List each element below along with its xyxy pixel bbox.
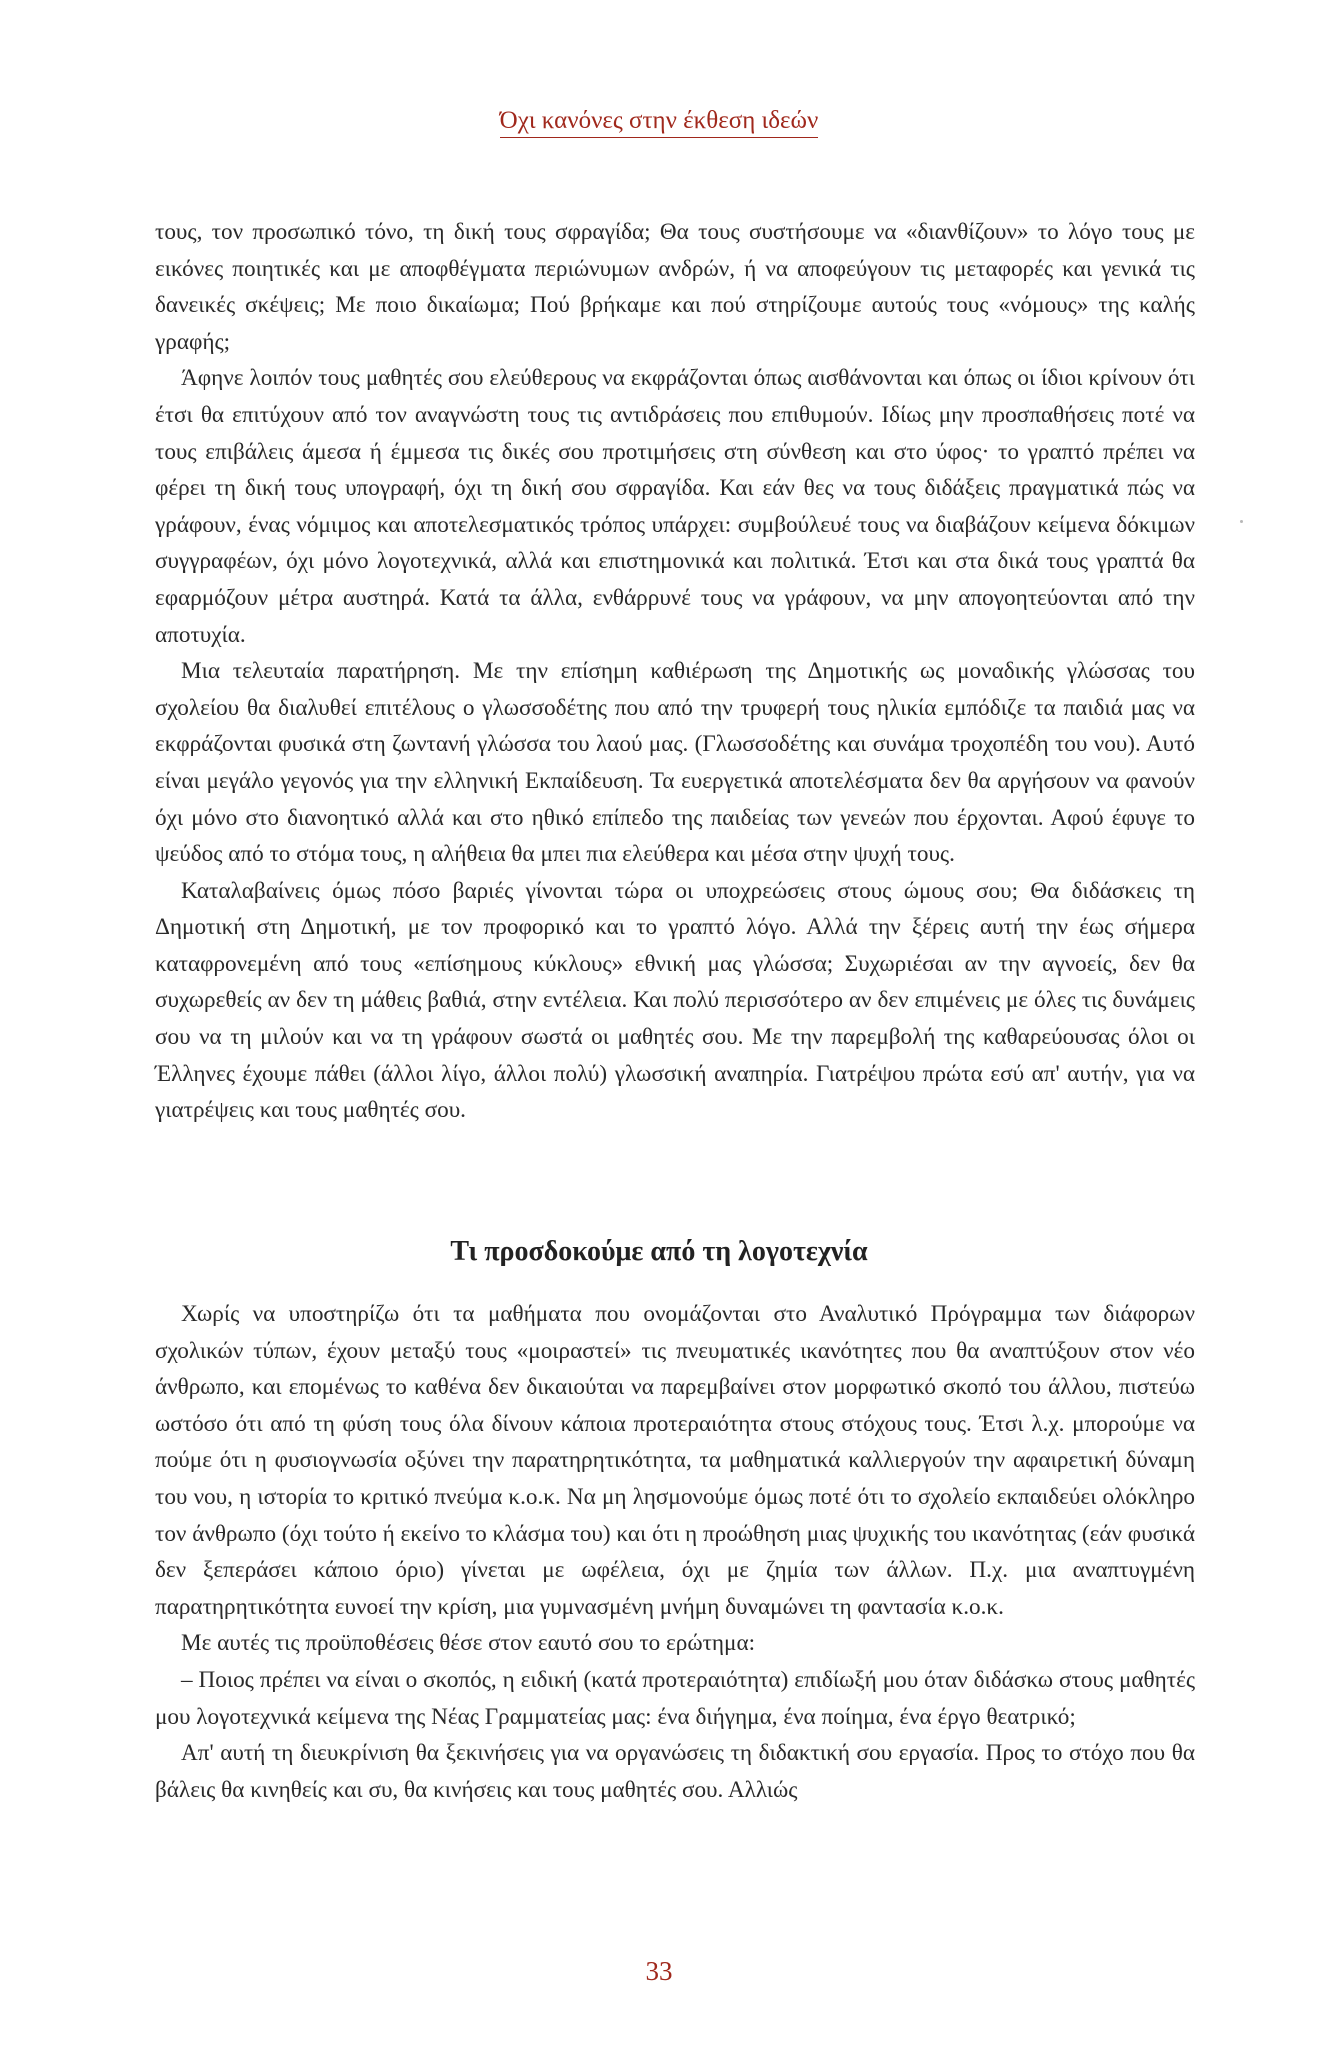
running-head-text: Όχι κανόνες στην έκθεση ιδεών: [500, 107, 819, 138]
paragraph: Καταλαβαίνεις όμως πόσο βαριές γίνονται τώρα οι υποχρεώσεις στους ώμους σου; Θα διδάσκεις τη Δημοτική στη Δημοτική, με τον προφορικό και το γραπτό λόγο. Αλλά την ξέρεις αυτή την έως σήμερα καταφρονεμένη από τους «επίσημους κύκλους» εθνική μας γλώσσα; Συχωριέσαι αν την αγνοείς, δεν θα συχωρεθείς αν δεν τη μάθεις βαθιά, στην εντέλεια. Και πολύ περισσότερο αν δεν επιμένεις με όλες τις δυνάμεις σου να τη μιλούν και να τη γράφουν σωστά οι μαθητές σου. Με την παρεμβολή της καθαρεύουσας όλοι οι Έλληνες έχουμε πάθει (άλλοι λίγο, άλλοι πολύ) γλωσσική αναπηρία. Γιατρέψου πρώτα εσύ απ' αυτήν, για να γιατρέψεις και τους μαθητές σου.: [155, 877, 1195, 1124]
section-heading: Τι προσδοκούμε από τη λογοτεχνία: [450, 1236, 868, 1267]
paragraph: τους, τον προσωπικό τόνο, τη δική τους σφραγίδα; Θα τους συστήσουμε να «διανθίζουν» το λόγο τους με εικόνες ποιητικές και με αποφθέγματα περιώνυμων ανδρών, ή να αποφεύγουν τις μεταφορές και γενικά τις δανεικές σκέψεις; Με ποιο δικαίωμα; Πού βρήκαμε και πού στηρίζουμε αυτούς τους «νόμους» της καλής γραφής;: [155, 219, 1195, 355]
body-text-section-1: [155, 214, 1195, 1129]
paragraph: Άφηνε λοιπόν τους μαθητές σου ελεύθερους να εκφράζονται όπως αισθάνονται και όπως οι ίδιοι κρίνουν ότι έτσι θα επιτύχουν από τον αναγνώστη τους τις αντιδράσεις που επιθυμούν. Ιδίως μην προσπαθήσεις ποτέ να τους επιβάλεις άμεσα ή έμμεσα τις δικές σου προτιμήσεις στη σύνθεση και στο ύφος· το γραπτό πρέπει να φέρει τη δική τους υπογραφή, όχι τη δική σου σφραγίδα. Και εάν θες να τους διδάξεις πραγματικά πώς να γράφουν, ένας νόμιμος και αποτελεσματικός τρόπος υπάρχει: συμβούλευέ τους να διαβάζουν κείμενα δόκιμων συγγραφέων, όχι μόνο λογοτεχνικά, αλλά και επιστημονικά και πολιτικά. Έτσι και στα δικά τους γραπτά θα εφαρμόζουν μέτρα αυστηρά. Κατά τα άλλα, ενθάρρυνέ τους να γράφουν, να μην απογοητεύονται από την αποτυχία.: [155, 365, 1195, 648]
paragraph: – Ποιος πρέπει να είναι ο σκοπός, η ειδική (κατά προτεραιότητα) επιδίωξή μου όταν διδάσκω στους μαθητές μου λογοτεχνικά κείμενα της Νέας Γραμματείας μας: ένα διήγημα, ένα ποίημα, ένα έργο θεατρικό;: [155, 1666, 1195, 1730]
running-head: [0, 108, 1318, 133]
scan-speck: [1240, 520, 1243, 523]
page-number: 33: [645, 1956, 673, 1986]
paragraph: Μια τελευταία παρατήρηση. Με την επίσημη καθιέρωση της Δημοτικής ως μοναδικής γλώσσας του σχολείου θα διαλυθεί επιτέλους ο γλωσσοδέτης που από την τρυφερή τους ηλικία εμπόδιζε τα παιδιά μας να εκφράζονται φυσικά στη ζωντανή γλώσσα του λαού μας. (Γλωσσοδέτης και συνάμα τροχοπέδη του νου). Αυτό είναι μεγάλο γεγονός για την ελληνική Εκπαίδευση. Τα ευεργετικά αποτελέσματα δεν θα αργήσουν να φανούν όχι μόνο στο διανοητικό αλλά και στο ηθικό επίπεδο της παιδείας των γενεών που έρχονται. Αφού έφυγε το ψεύδος από το στόμα τους, η αλήθεια θα μπει πια ελεύθερα και μέσα στην ψυχή τους.: [155, 658, 1195, 868]
paragraph: Χωρίς να υποστηρίζω ότι τα μαθήματα που ονομάζονται στο Αναλυτικό Πρόγραμμα των διάφορων σχολικών τύπων, έχουν μεταξύ τους «μοιραστεί» τις πνευματικές ικανότητες που θα αναπτύξουν στον νέο άνθρωπο, και επομένως το καθένα δεν δικαιούται να παρεμβαίνει στον μορφωτικό σκοπό του άλλου, πιστεύω ωστόσο ότι από τη φύση τους όλα δίνουν κάποια προτεραιότητα στους στόχους τους. Έτσι λ.χ. μπορούμε να πούμε ότι η φυσιογνωσία οξύνει την παρατηρητικότητα, τα μαθηματικά καλλιεργούν την αφαιρετική δύναμη του νου, η ιστορία το κριτικό πνεύμα κ.ο.κ. Να μη λησμονούμε όμως ποτέ ότι το σχολείο εκπαιδεύει ολόκληρο τον άνθρωπο (όχι τούτο ή εκείνο το κλάσμα του) και ότι η προώθηση μιας ψυχικής του ικανότητας (εάν φυσικά δεν ξεπεράσει κάποιο όριο) γίνεται με ωφέλεια, όχι με ζημία των άλλων. Π.χ. μια αναπτυγμένη παρατηρητικότητα ευνοεί την κρίση, μια γυμνασμένη μνήμη δυναμώνει τη φαντασία κ.ο.κ.: [155, 1301, 1195, 1620]
paragraph: Απ' αυτή τη διευκρίνιση θα ξεκινήσεις για να οργανώσεις τη διδακτική σου εργασία. Προς το στόχο που θα βάλεις θα κινηθείς και συ, θα κινήσεις και τους μαθητές σου. Αλλιώς: [155, 1740, 1195, 1803]
body-text-section-2: [155, 1296, 1195, 1808]
paragraph: Με αυτές τις προϋποθέσεις θέσε στον εαυτό σου το ερώτημα:: [181, 1630, 756, 1657]
